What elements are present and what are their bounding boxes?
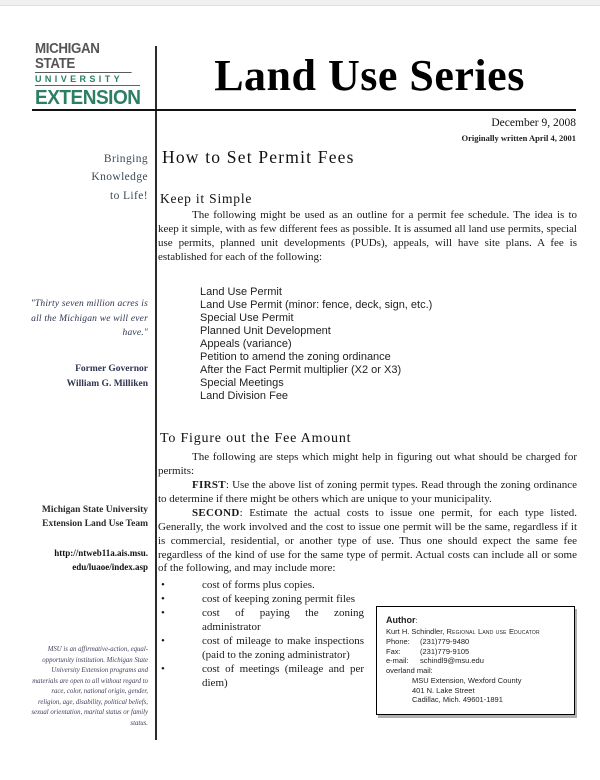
- author-label-colon: :: [415, 616, 418, 626]
- logo-michigan-state: MICHIGAN STATE: [35, 42, 132, 73]
- tagline-line: Bringing: [103, 153, 148, 165]
- section-heading-fee-amount: To Figure out the Fee Amount: [160, 430, 352, 446]
- permit-list-item: Appeals (variance): [200, 338, 292, 351]
- overland-mail-label: overland mail:: [386, 666, 433, 676]
- logo-university: UNIVERSITY: [35, 73, 140, 86]
- publication-date: December 9, 2008: [491, 117, 576, 129]
- fax-value: (231)779-9105: [420, 646, 470, 656]
- second-step-text: : Estimate the actual costs to issue one permit, for each type listed. Generally, the work involved and the cost to issue one permit will be the same, regardless if it is commercial, residential, or another type of use. Thus one should expect the same fee regardless of the kind of use for the same type of permit. Actual costs can include all or some of the following, and may include more:: [158, 506, 577, 575]
- phone-label: Phone:: [386, 636, 410, 646]
- phone-value: (231)779-9480: [420, 636, 470, 646]
- page-top-edge: [0, 0, 600, 6]
- address-line: 401 N. Lake Street: [412, 685, 475, 695]
- fee-amount-intro-paragraph: The following are steps which might help in figuring out what should be charged for permits:: [158, 450, 577, 477]
- second-step-label: SECOND: [192, 506, 240, 519]
- section-heading-keep-it-simple: Keep it Simple: [160, 191, 253, 207]
- permit-list-item: Land Division Fee: [200, 389, 289, 402]
- permit-list-item: Special Meetings: [200, 377, 284, 390]
- attribution-line: Former Governor: [75, 364, 148, 374]
- cost-bullet-item: • cost of mileage to make inspections (paid to the zoning administrator): [158, 635, 577, 663]
- address-line: MSU Extension, Wexford County: [412, 675, 522, 685]
- url-line[interactable]: http://ntweb11a.ais.msu.: [54, 548, 148, 558]
- masthead-rule: [32, 109, 576, 111]
- permit-list-item: Special Use Permit: [200, 312, 294, 325]
- msu-extension-logo: [35, 42, 153, 108]
- land-use-team-label: [30, 503, 148, 532]
- tagline-line: Knowledge: [91, 171, 148, 184]
- originally-written-date: Originally written April 4, 2001: [461, 133, 576, 143]
- cost-bullet-list: [158, 579, 577, 691]
- cost-bullet-item: • cost of paying the zoning administrator: [158, 607, 577, 635]
- fax-label: Fax:: [386, 646, 401, 656]
- first-step-text: : Use the above list of zoning permit types. Read through the zoning ordinance to determine if there might be others which are unique to your municipality.: [158, 478, 577, 505]
- team-website-url[interactable]: [30, 547, 148, 574]
- address-line: Cadillac, Mich. 49601-1891: [412, 695, 503, 705]
- permit-list-item: After the Fact Permit multiplier (X2 or X3): [200, 364, 402, 377]
- second-step-paragraph: [158, 507, 577, 577]
- cost-bullet-item: • cost of keeping zoning permit files: [158, 593, 577, 607]
- milliken-quote: "Thirty seven million acres is all the Michigan we will ever have.": [30, 299, 148, 339]
- cost-bullet-item: • cost of meetings (mileage and per diem): [158, 663, 577, 691]
- permit-list-item: Land Use Permit (minor: fence, deck, sign, etc.): [200, 299, 433, 312]
- logo-extension: EXTENSION: [35, 87, 141, 109]
- url-line[interactable]: edu/luaoe/index.asp: [72, 561, 148, 572]
- cost-bullet-item: • cost of forms plus copies.: [158, 579, 577, 593]
- author-label: Author: [386, 615, 416, 626]
- permit-list-item: Land Use Permit: [200, 286, 282, 299]
- vertical-divider: [155, 46, 157, 740]
- email-label: e-mail:: [386, 656, 409, 666]
- team-line: Michigan State University: [41, 505, 148, 515]
- keep-it-simple-paragraph: The following might be used as an outline for a permit fee schedule. The idea is to keep it simple, with as few different fees as possible. It is assumed all land use permits, special use permits, planned unit developments (PUDs), appeals, will have site plans. A fee is established for each of the following:: [158, 209, 577, 264]
- first-step-label: FIRST: [192, 478, 226, 491]
- series-title: Land Use Series: [214, 51, 525, 100]
- main-content: [158, 140, 577, 723]
- email-value[interactable]: schindl9@msu.edu: [420, 656, 484, 666]
- tagline: [30, 150, 148, 205]
- permit-list-item: Planned Unit Development: [200, 325, 331, 338]
- attribution-line: William G. Milliken: [66, 379, 148, 390]
- tagline-line: to Life!: [109, 189, 148, 202]
- team-line: Extension Land Use Team: [42, 519, 148, 530]
- permit-type-list: [200, 286, 577, 403]
- document-title: How to Set Permit Fees: [162, 147, 355, 167]
- author-title: Regional Land use Educator: [446, 627, 540, 637]
- quote-attribution: [30, 362, 148, 392]
- equal-opportunity-statement: MSU is an affirmative-action, equal-opportunity institution. Michigan State University Extension programs and materials are open to all without regard to race, color, national origin, gender, religion, age, disability, political beliefs, sexual orientation, marital status or family status.: [31, 646, 148, 727]
- first-step-paragraph: [158, 479, 577, 507]
- permit-list-item: Petition to amend the zoning ordinance: [200, 351, 391, 364]
- author-name: Kurt H. Schindler,: [386, 627, 447, 637]
